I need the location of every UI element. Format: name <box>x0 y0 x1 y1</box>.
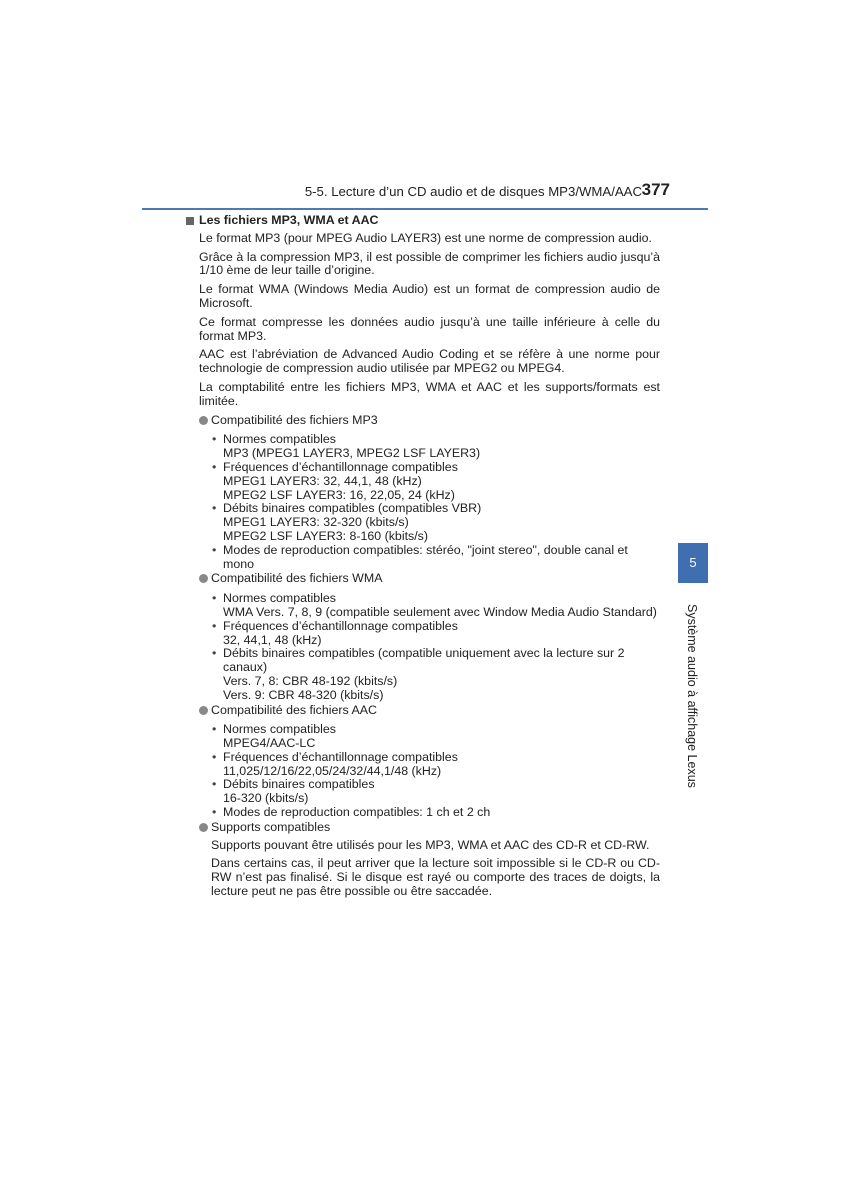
list-line: MPEG2 LSF LAYER3: 8-160 (kbits/s) <box>223 528 428 543</box>
list-line: WMA Vers. 7, 8, 9 (compatible seulement avec Window Media Audio Standard) <box>223 604 657 619</box>
list-item <box>211 433 660 461</box>
list-item <box>211 461 660 502</box>
list-line: Débits binaires compatibles (compatible uniquement avec la lecture sur 2 canaux) <box>223 646 625 675</box>
list-line: MPEG4/AAC-LC <box>223 736 316 751</box>
paragraph: AAC est l’abréviation de Advanced Audio Coding et se réfère à une norme pour technologie de compression audio utilisée par MPEG2 ou MPEG4. <box>199 347 660 376</box>
supports-heading <box>185 821 660 835</box>
list-line: MP3 (MPEG1 LAYER3, MPEG2 LSF LAYER3) <box>223 446 481 461</box>
list-line: 32, 44,1, 48 (kHz) <box>223 632 322 647</box>
dot-icon: • <box>212 805 217 820</box>
circle-bullet-icon <box>199 706 208 715</box>
list-item <box>211 620 660 648</box>
list-line: 11,025/12/16/22,05/24/32/44,1/48 (kHz) <box>223 763 442 778</box>
section-heading <box>185 214 660 228</box>
dot-icon: • <box>212 432 217 447</box>
list-line: Fréquences d’échantillonnage compatibles <box>223 749 458 764</box>
list-line: Fréquences d’échantillonnage compatibles <box>223 459 458 474</box>
chapter-number: 5 <box>689 555 697 570</box>
circle-bullet-icon <box>199 574 208 583</box>
square-bullet-icon <box>186 217 194 225</box>
page-content <box>185 214 660 904</box>
header-title: 5-5. Lecture d’un CD audio et de disques MP3/WMA/AAC <box>304 184 642 199</box>
mp3-list <box>211 433 660 571</box>
list-line: Modes de reproduction compatibles: stéréo, "joint stereo", double canal et mono <box>223 542 628 571</box>
paragraph: Dans certains cas, il peut arriver que la lecture soit impossible si le CD-R ou CD-RW n’est pas finalisé. Si le disque est rayé ou comporte des traces de doigts, la lecture peut ne pas être possible ou être saccadée. <box>211 856 660 899</box>
paragraph: Le format MP3 (pour MPEG Audio LAYER3) est une norme de compression audio. <box>199 230 652 245</box>
list-item <box>211 723 660 751</box>
dot-icon: • <box>212 749 217 764</box>
dot-icon: • <box>212 777 217 792</box>
list-line: MPEG1 LAYER3: 32, 44,1, 48 (kHz) <box>223 473 422 488</box>
list-line: Débits binaires compatibles <box>223 777 375 792</box>
dot-icon: • <box>212 722 217 737</box>
wma-title: Compatibilité des fichiers WMA <box>211 571 383 586</box>
header-rule <box>142 208 708 210</box>
page-header <box>142 176 708 208</box>
list-line: Fréquences d’échantillonnage compatibles <box>223 618 458 633</box>
list-line: Normes compatibles <box>223 722 336 737</box>
list-line: 16-320 (kbits/s) <box>223 791 309 806</box>
list-line: Normes compatibles <box>223 432 336 447</box>
list-item <box>211 751 660 779</box>
dot-icon: • <box>212 501 217 516</box>
list-line: Modes de reproduction compatibles: 1 ch et 2 ch <box>223 805 491 820</box>
wma-list <box>211 592 660 702</box>
list-item <box>211 806 660 820</box>
page-number: 377 <box>641 180 670 199</box>
aac-title: Compatibilité des fichiers AAC <box>211 702 377 717</box>
aac-heading <box>185 704 660 718</box>
paragraph: La comptabilité entre les fichiers MP3, WMA et AAC et les supports/formats est limitée. <box>199 379 660 408</box>
dot-icon: • <box>212 459 217 474</box>
circle-bullet-icon <box>199 823 208 832</box>
paragraph: Supports pouvant être utilisés pour les MP3, WMA et AAC des CD-R et CD-RW. <box>211 837 650 852</box>
chapter-label: Système audio à affichage Lexus <box>685 604 699 788</box>
list-line: MPEG1 LAYER3: 32-320 (kbits/s) <box>223 515 409 530</box>
paragraph: Grâce à la compression MP3, il est possible de comprimer les fichiers audio jusqu’à 1/10 ème de leur taille d’origine. <box>199 249 660 278</box>
list-line: Débits binaires compatibles (compatibles VBR) <box>223 501 482 516</box>
list-item <box>211 502 660 543</box>
list-item <box>211 544 660 572</box>
list-line: Normes compatibles <box>223 591 336 606</box>
dot-icon: • <box>212 618 217 633</box>
dot-icon: • <box>212 542 217 557</box>
list-line: Vers. 9: CBR 48-320 (kbits/s) <box>223 687 384 702</box>
mp3-heading <box>185 414 660 428</box>
list-line: MPEG2 LSF LAYER3: 16, 22,05, 24 (kHz) <box>223 487 455 502</box>
section-title: Les fichiers MP3, WMA et AAC <box>199 213 379 227</box>
paragraph: Ce format compresse les données audio jusqu’à une taille inférieure à celle du format MP3. <box>199 314 660 343</box>
aac-list <box>211 723 660 820</box>
list-item <box>211 647 660 702</box>
list-item <box>211 592 660 620</box>
list-item <box>211 778 660 806</box>
paragraph: Le format WMA (Windows Media Audio) est un format de compression audio de Microsoft. <box>199 282 660 310</box>
supports-title: Supports compatibles <box>211 819 331 834</box>
dot-icon: • <box>212 591 217 606</box>
wma-heading <box>185 572 660 586</box>
chapter-tab <box>678 543 708 583</box>
list-line: Vers. 7, 8: CBR 48-192 (kbits/s) <box>223 673 398 688</box>
dot-icon: • <box>212 646 217 661</box>
circle-bullet-icon <box>199 416 208 425</box>
mp3-title: Compatibilité des fichiers MP3 <box>211 412 378 427</box>
